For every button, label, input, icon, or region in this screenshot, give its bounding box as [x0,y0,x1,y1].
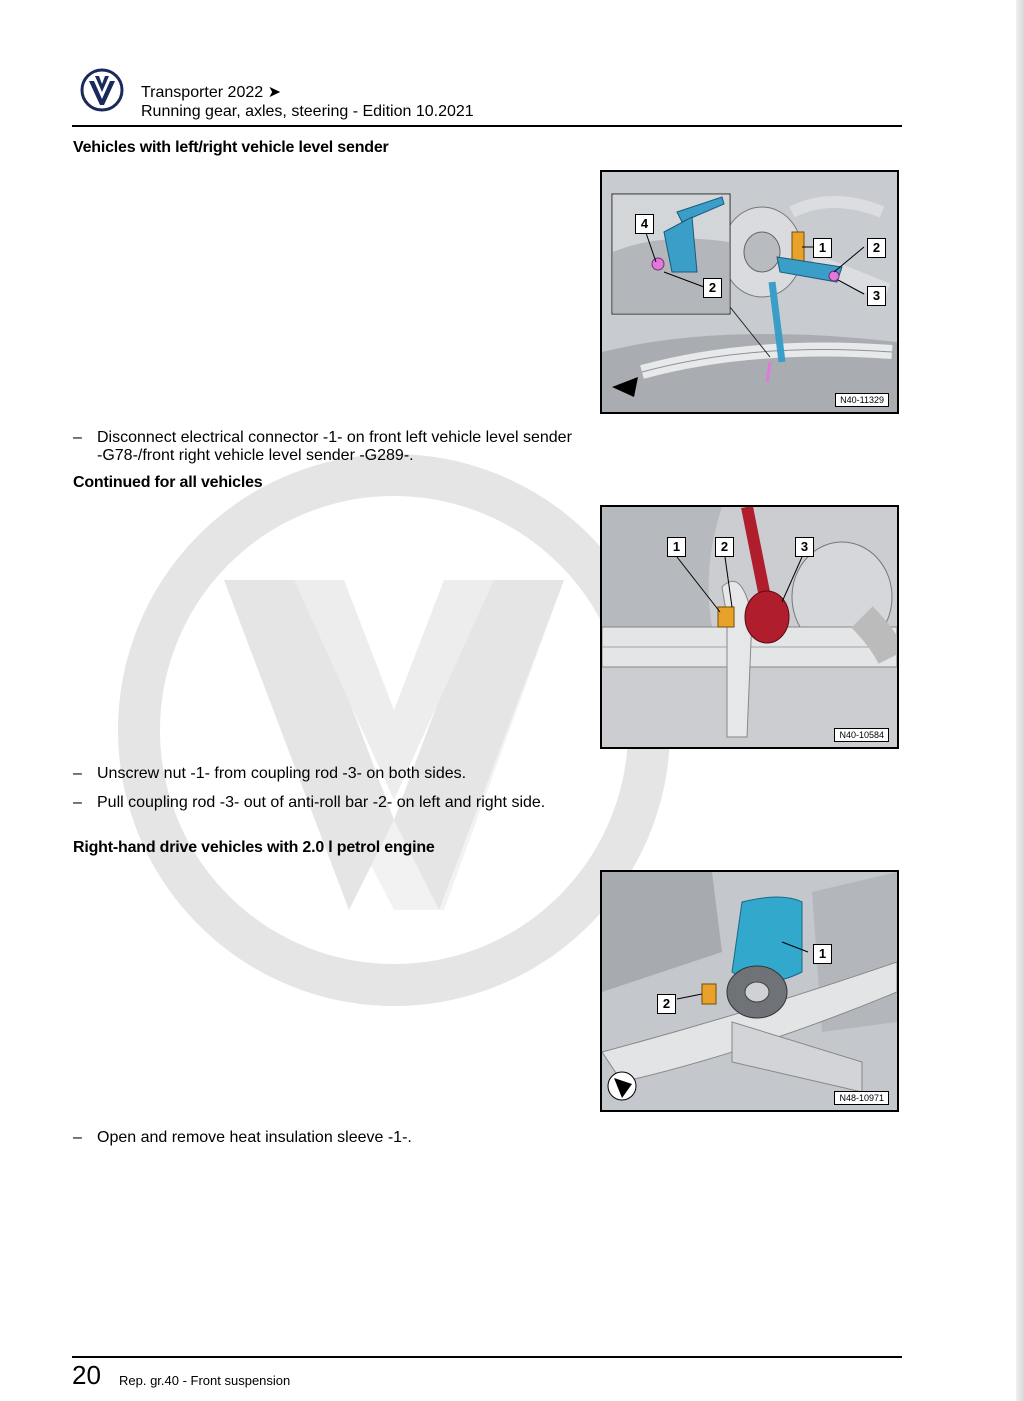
section-heading-all-vehicles: Continued for all vehicles [73,474,263,491]
section-heading-rhd-petrol: Right-hand drive vehicles with 2.0 l petrol engine [73,839,435,856]
step-item [73,429,573,467]
step-item [73,794,573,832]
header [72,66,902,126]
step-dash: – [73,429,82,446]
page-number: 20 [72,1360,101,1390]
step-dash: – [73,765,82,782]
figure-coupling-rod [600,505,899,749]
chapter-reference: Rep. gr.40 - Front suspension [119,1373,291,1388]
step-dash: – [73,794,82,811]
document-subtitle: Running gear, axles, steering - Edition 10.2021 [141,103,474,120]
footer-rule [72,1356,902,1358]
callout: 1 [667,537,686,557]
vw-logo-icon [80,68,124,112]
callout: 2 [703,278,722,298]
step-text: Disconnect electrical connector -1- on front left vehicle level sender -G78-/front right vehicle level sender -G289-. [97,429,572,464]
step-text: Open and remove heat insulation sleeve -1-. [97,1129,412,1146]
header-rule [72,125,902,127]
figure-id: N40-11329 [835,393,889,407]
figure-id: N40-10584 [834,728,889,742]
step-text: Pull coupling rod -3- out of anti-roll bar -2- on left and right side. [97,794,546,811]
document-title: Transporter 2022 ➤ [141,84,281,101]
callout: 4 [635,214,654,234]
callout: 1 [813,238,832,258]
section-heading-level-sender: Vehicles with left/right vehicle level sender [73,139,389,156]
step-item [73,765,573,785]
step-dash: – [73,1129,82,1146]
step-item [73,1129,573,1149]
callout: 3 [867,286,886,306]
figure-id: N48-10971 [834,1091,889,1105]
callout: 3 [795,537,814,557]
callout: 2 [657,994,676,1014]
step-text: Unscrew nut -1- from coupling rod -3- on both sides. [97,765,467,782]
callout: 1 [813,944,832,964]
figure-level-sender [600,170,899,414]
callout: 2 [715,537,734,557]
callout: 2 [867,238,886,258]
page-edge [1016,0,1024,1401]
figure-heat-sleeve [600,870,899,1112]
vw-watermark [104,440,684,1020]
